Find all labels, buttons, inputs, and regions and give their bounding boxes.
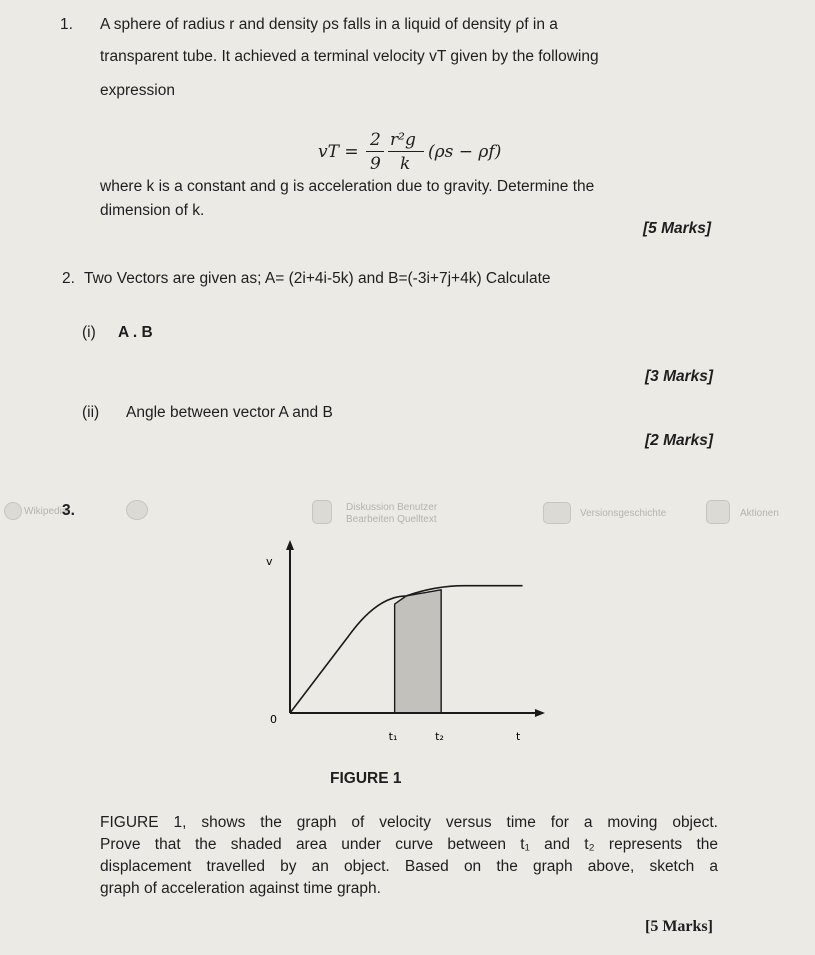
formula-lhs: vT = xyxy=(318,142,359,162)
bleed-item3: Bearbeiten Quelltext xyxy=(346,514,437,525)
q2-part2-marks: [2 Marks] xyxy=(645,432,714,449)
q3-body-line3: displacement travelled by an object. Based on the graph above, sketch a xyxy=(100,858,718,875)
q1-line1: A sphere of radius r and density ρs falls in a liquid of density ρf in a xyxy=(100,16,558,33)
figure-caption: FIGURE 1 xyxy=(330,770,402,787)
bleed-globe-icon xyxy=(126,500,148,520)
q2-part1-label: (i) xyxy=(82,324,96,341)
q1-line2: transparent tube. It achieved a terminal velocity vT given by the following xyxy=(100,48,599,65)
bleed-circle-icon xyxy=(4,502,22,520)
bleed-item2: Diskussion Benutzer xyxy=(346,502,438,513)
q1-line4: where k is a constant and g is acceleration due to gravity. Determine the xyxy=(100,178,595,195)
velocity-time-graph xyxy=(240,535,570,770)
bleed-item4: Versionsgeschichte xyxy=(580,508,667,519)
x-axis-label: t xyxy=(516,730,521,743)
q3-body-line1: FIGURE 1, shows the graph of velocity versus time for a moving object. xyxy=(100,814,718,831)
formula-frac2-num: r²g xyxy=(390,130,416,150)
formula-tail: (ρs − ρf) xyxy=(428,142,502,162)
q1-line3: expression xyxy=(100,82,175,99)
q2-part2-text: Angle between vector A and B xyxy=(126,404,333,421)
q1-marks: [5 Marks] xyxy=(643,220,712,237)
q2-statement: Two Vectors are given as; A= (2i+4i-5k) and B=(-3i+7j+4k) Calculate xyxy=(84,270,551,287)
bleed-facebook-icon xyxy=(312,500,332,524)
bleed-app-icon xyxy=(706,500,730,524)
q3-body-line2: Prove that the shaded area under curve between t₁ and t₂ represents the xyxy=(100,836,718,853)
bleed-window-icon xyxy=(543,502,571,524)
bleed-item1: Wikipedia xyxy=(24,506,68,517)
q3-marks: [5 Marks] xyxy=(645,918,713,935)
q1-number: 1. xyxy=(60,16,73,33)
formula-frac1-num: 2 xyxy=(370,130,381,150)
t1-label: t₁ xyxy=(388,730,398,743)
q2-part1-text: A . B xyxy=(118,324,153,341)
terminal-velocity-formula xyxy=(318,130,548,180)
q3-body-line4: graph of acceleration against time graph. xyxy=(100,880,381,897)
origin-label: 0 xyxy=(270,713,277,726)
t2-label: t₂ xyxy=(435,730,444,743)
y-axis-label: v xyxy=(266,555,273,568)
q2-part1-marks: [3 Marks] xyxy=(645,368,714,385)
q1-line5: dimension of k. xyxy=(100,202,205,219)
q3-body xyxy=(100,812,718,900)
formula-frac2-den: k xyxy=(400,154,411,174)
formula-frac1-den: 9 xyxy=(370,154,381,174)
q2-number: 2. xyxy=(62,270,75,287)
q3-number: 3. xyxy=(62,502,75,519)
shaded-area-t1-t2 xyxy=(395,590,442,713)
bleed-item5: Aktionen xyxy=(740,508,779,519)
q2-part2-label: (ii) xyxy=(82,404,100,421)
